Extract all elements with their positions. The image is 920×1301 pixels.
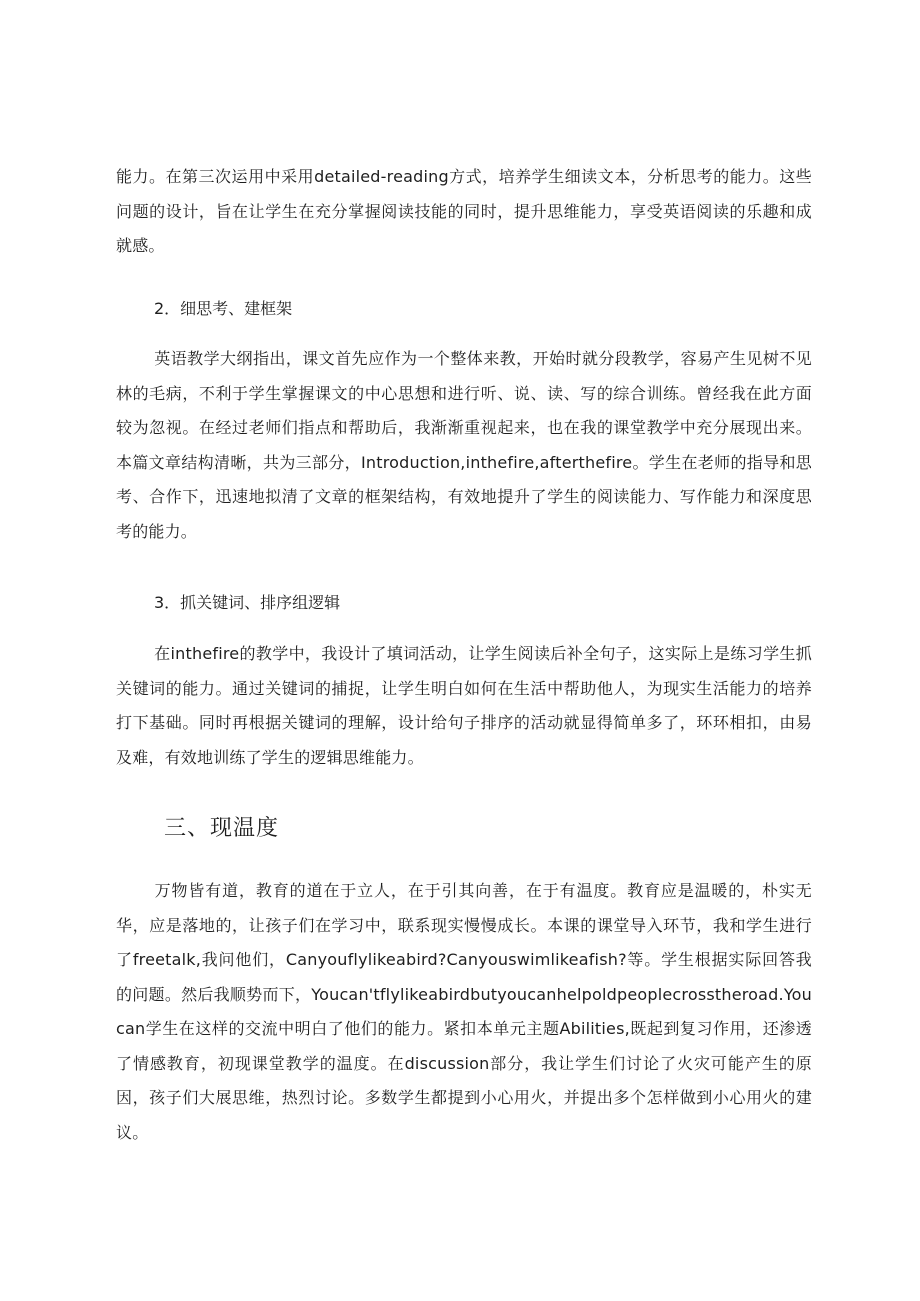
paragraph-warmth [116, 874, 812, 1150]
paragraph-keywords [116, 637, 812, 775]
paragraph-warmth-text: 万物皆有道，教育的道在于立人，在于引其向善，在于有温度。教育应是温暖的，朴实无华，应是落地的，让孩子们在学习中，联系现实慢慢成长。本课的课堂导入环节，我和学生进行了freetalk,我问他们，Canyouflylikeabird?Canyouswimlikeafish?等。学生根据实际回答我的问题。然后我顺势而下，Youcan'tflylikeabirdbutyoucanhelpoldpeoplecrosstheroad.Youcan学生在这样的交流中明白了他们的能力。紧扣本单元主题Abilities,既起到复习作用，还渗透了情感教育，初现课堂教学的温度。在discussion部分，我让学生们讨论了火灾可能产生的原因，孩子们大展思维，热烈讨论。多数学生都提到小心用火，并提出多个怎样做到小心用火的建议。 [116, 881, 812, 1142]
paragraph-framework-text: 英语教学大纲指出，课文首先应作为一个整体来教，开始时就分段教学，容易产生见树不见林的毛病，不利于学生掌握课文的中心思想和进行听、说、读、写的综合训练。曾经我在此方面较为忽视。在经过老师们指点和帮助后，我渐渐重视起来，也在我的课堂教学中充分展现出来。本篇文章结构清晰，共为三部分，Introduction,inthefire,afterthefire。学生在老师的指导和思考、合作下，迅速地拟清了文章的框架结构，有效地提升了学生的阅读能力、写作能力和深度思考的能力。 [116, 349, 812, 541]
subheading-3: 3．抓关键词、排序组逻辑 [154, 593, 341, 612]
paragraph-framework [116, 342, 812, 549]
paragraph-keywords-text: 在inthefire的教学中，我设计了填词活动，让学生阅读后补全句子，这实际上是练习学生抓关键词的能力。通过关键词的捕捉，让学生明白如何在生活中帮助他人，为现实生活能力的培养打下基础。同时再根据关键词的理解，设计给句子排序的活动就显得简单多了，环环相扣，由易及难，有效地训练了学生的逻辑思维能力。 [116, 644, 812, 767]
section-heading-3: 三、现温度 [164, 816, 280, 841]
subheading-2: 2．细思考、建框架 [154, 299, 293, 318]
paragraph-continuation: 能力。在第三次运用中采用detailed-reading方式，培养学生细读文本，分析思考的能力。这些问题的设计，旨在让学生在充分掌握阅读技能的同时，提升思维能力，享受英语阅读的乐趣和成就感。 [116, 167, 812, 255]
